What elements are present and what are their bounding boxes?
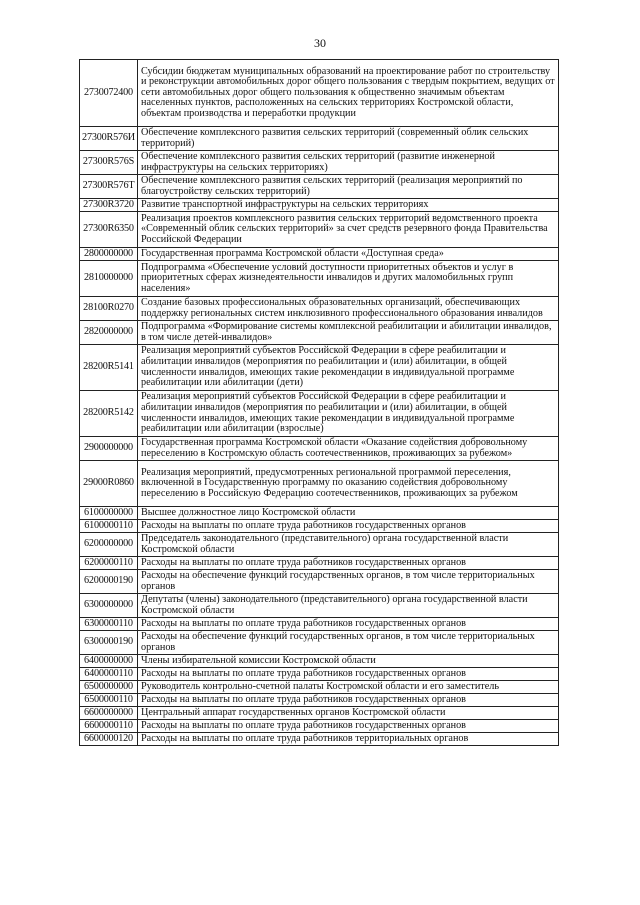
table-row bbox=[80, 345, 559, 391]
table-row bbox=[80, 618, 559, 631]
table-body bbox=[80, 60, 559, 746]
description-cell: Председатель законодательного (представительного) органа государственной власти Костромской области bbox=[138, 533, 559, 557]
description-cell: Высшее должностное лицо Костромской области bbox=[138, 507, 559, 520]
budget-code-cell: 6100000110 bbox=[80, 520, 138, 533]
table-row bbox=[80, 655, 559, 668]
table-row bbox=[80, 707, 559, 720]
budget-code-cell: 27300R576S bbox=[80, 151, 138, 175]
table-row bbox=[80, 391, 559, 437]
table-row bbox=[80, 151, 559, 175]
budget-code-cell: 6600000000 bbox=[80, 707, 138, 720]
budget-code-cell: 6200000110 bbox=[80, 557, 138, 570]
table-row bbox=[80, 694, 559, 707]
table-row bbox=[80, 533, 559, 557]
table-row bbox=[80, 212, 559, 248]
table-row bbox=[80, 520, 559, 533]
budget-code-cell: 6600000110 bbox=[80, 720, 138, 733]
budget-code-cell: 6200000190 bbox=[80, 570, 138, 594]
budget-code-cell: 2810000000 bbox=[80, 261, 138, 297]
table-row bbox=[80, 668, 559, 681]
description-cell: Реализация мероприятий субъектов Российской Федерации в сфере реабилитации и абилитации инвалидов (мероприятия по реабилитации и (или) абилитации, в общей численности инвалидов, имеющих такие рекомендации в индивидуальной программе реабилитации или абилитации (взрослые) bbox=[138, 391, 559, 437]
budget-code-cell: 6500000000 bbox=[80, 681, 138, 694]
description-cell: Реализация мероприятий, предусмотренных региональной программой переселения, включенной в Государственную программу по оказанию содействия добровольному переселению в Российскую Федерацию соотечественников, проживающих за рубежом bbox=[138, 461, 559, 507]
description-cell: Расходы на выплаты по оплате труда работников государственных органов bbox=[138, 668, 559, 681]
description-cell: Государственная программа Костромской области «Доступная среда» bbox=[138, 248, 559, 261]
description-cell: Расходы на обеспечение функций государственных органов, в том числе территориальных органов bbox=[138, 570, 559, 594]
table-row bbox=[80, 557, 559, 570]
table-row bbox=[80, 681, 559, 694]
description-cell: Реализация мероприятий субъектов Российской Федерации в сфере реабилитации и абилитации инвалидов (мероприятия по реабилитации и (или) абилитации, в общей численности инвалидов, имеющих такие рекомендации в индивидуальной программе реабилитации или абилитации (дети) bbox=[138, 345, 559, 391]
budget-code-cell: 6400000110 bbox=[80, 668, 138, 681]
table-row bbox=[80, 297, 559, 321]
table-row bbox=[80, 175, 559, 199]
description-cell: Расходы на выплаты по оплате труда работников государственных органов bbox=[138, 720, 559, 733]
table-row bbox=[80, 248, 559, 261]
budget-code-cell: 28100R0270 bbox=[80, 297, 138, 321]
table-row bbox=[80, 733, 559, 746]
budget-code-cell: 27300R3720 bbox=[80, 199, 138, 212]
table-row bbox=[80, 199, 559, 212]
page-number: 30 bbox=[314, 36, 326, 50]
table-row bbox=[80, 60, 559, 127]
description-cell: Расходы на выплаты по оплате труда работников государственных органов bbox=[138, 520, 559, 533]
description-cell: Члены избирательной комиссии Костромской области bbox=[138, 655, 559, 668]
budget-code-cell: 6200000000 bbox=[80, 533, 138, 557]
budget-code-cell: 28200R5141 bbox=[80, 345, 138, 391]
description-cell: Реализация проектов комплексного развития сельских территорий ведомственного проекта «Современный облик сельских территорий» за счет средств резервного фонда Правительства Российской Федерации bbox=[138, 212, 559, 248]
budget-code-cell: 2730072400 bbox=[80, 60, 138, 127]
budget-code-cell: 2820000000 bbox=[80, 321, 138, 345]
description-cell: Обеспечение комплексного развития сельских территорий (современный облик сельских территорий) bbox=[138, 127, 559, 151]
table-row bbox=[80, 631, 559, 655]
table-row bbox=[80, 127, 559, 151]
budget-code-cell: 27300R6350 bbox=[80, 212, 138, 248]
budget-code-cell: 6600000120 bbox=[80, 733, 138, 746]
budget-code-cell: 6100000000 bbox=[80, 507, 138, 520]
description-cell: Расходы на выплаты по оплате труда работников территориальных органов bbox=[138, 733, 559, 746]
table-row bbox=[80, 570, 559, 594]
description-cell: Расходы на выплаты по оплате труда работников государственных органов bbox=[138, 618, 559, 631]
budget-code-table bbox=[79, 59, 559, 746]
description-cell: Создание базовых профессиональных образовательных организаций, обеспечивающих поддержку региональных систем инклюзивного профессионального образования инвалидов bbox=[138, 297, 559, 321]
description-cell: Обеспечение комплексного развития сельских территорий (развитие инженерной инфраструктуры на сельских территориях) bbox=[138, 151, 559, 175]
description-cell: Депутаты (члены) законодательного (представительного) органа государственной власти Костромской области bbox=[138, 594, 559, 618]
description-cell: Расходы на обеспечение функций государственных органов, в том числе территориальных органов bbox=[138, 631, 559, 655]
description-cell: Расходы на выплаты по оплате труда работников государственных органов bbox=[138, 557, 559, 570]
description-cell: Обеспечение комплексного развития сельских территорий (реализация мероприятий по благоустройству сельских территорий) bbox=[138, 175, 559, 199]
table-row bbox=[80, 437, 559, 461]
description-cell: Центральный аппарат государственных органов Костромской области bbox=[138, 707, 559, 720]
budget-code-cell: 29000R0860 bbox=[80, 461, 138, 507]
description-cell: Расходы на выплаты по оплате труда работников государственных органов bbox=[138, 694, 559, 707]
budget-code-cell: 6500000110 bbox=[80, 694, 138, 707]
budget-code-cell: 27300R576И bbox=[80, 127, 138, 151]
description-cell: Подпрограмма «Обеспечение условий доступности приоритетных объектов и услуг в приоритетных сферах жизнедеятельности инвалидов и других маломобильных групп населения» bbox=[138, 261, 559, 297]
budget-code-cell: 6300000110 bbox=[80, 618, 138, 631]
budget-code-cell: 2900000000 bbox=[80, 437, 138, 461]
table-row bbox=[80, 594, 559, 618]
budget-code-cell: 27300R576T bbox=[80, 175, 138, 199]
table-row bbox=[80, 321, 559, 345]
budget-code-cell: 28200R5142 bbox=[80, 391, 138, 437]
budget-code-cell: 6300000000 bbox=[80, 594, 138, 618]
description-cell: Развитие транспортной инфраструктуры на сельских территориях bbox=[138, 199, 559, 212]
budget-code-cell: 6400000000 bbox=[80, 655, 138, 668]
table-row bbox=[80, 461, 559, 507]
table-row bbox=[80, 720, 559, 733]
budget-code-cell: 2800000000 bbox=[80, 248, 138, 261]
description-cell: Подпрограмма «Формирование системы комплексной реабилитации и абилитации инвалидов, в том числе детей-инвалидов» bbox=[138, 321, 559, 345]
table-row bbox=[80, 507, 559, 520]
description-cell: Субсидии бюджетам муниципальных образований на проектирование работ по строительству и реконструкции автомобильных дорог общего пользования с твердым покрытием, ведущих от сети автомобильных дорог общего пользования к общественно значимым объектам населенных пунктов, расположенных на сельских территориях Костромской области, объектам производства и переработки продукции bbox=[138, 60, 559, 127]
description-cell: Руководитель контрольно-счетной палаты Костромской области и его заместитель bbox=[138, 681, 559, 694]
description-cell: Государственная программа Костромской области «Оказание содействия добровольному переселению в Костромскую область соотечественников, проживающих за рубежом» bbox=[138, 437, 559, 461]
budget-code-cell: 6300000190 bbox=[80, 631, 138, 655]
table-row bbox=[80, 261, 559, 297]
